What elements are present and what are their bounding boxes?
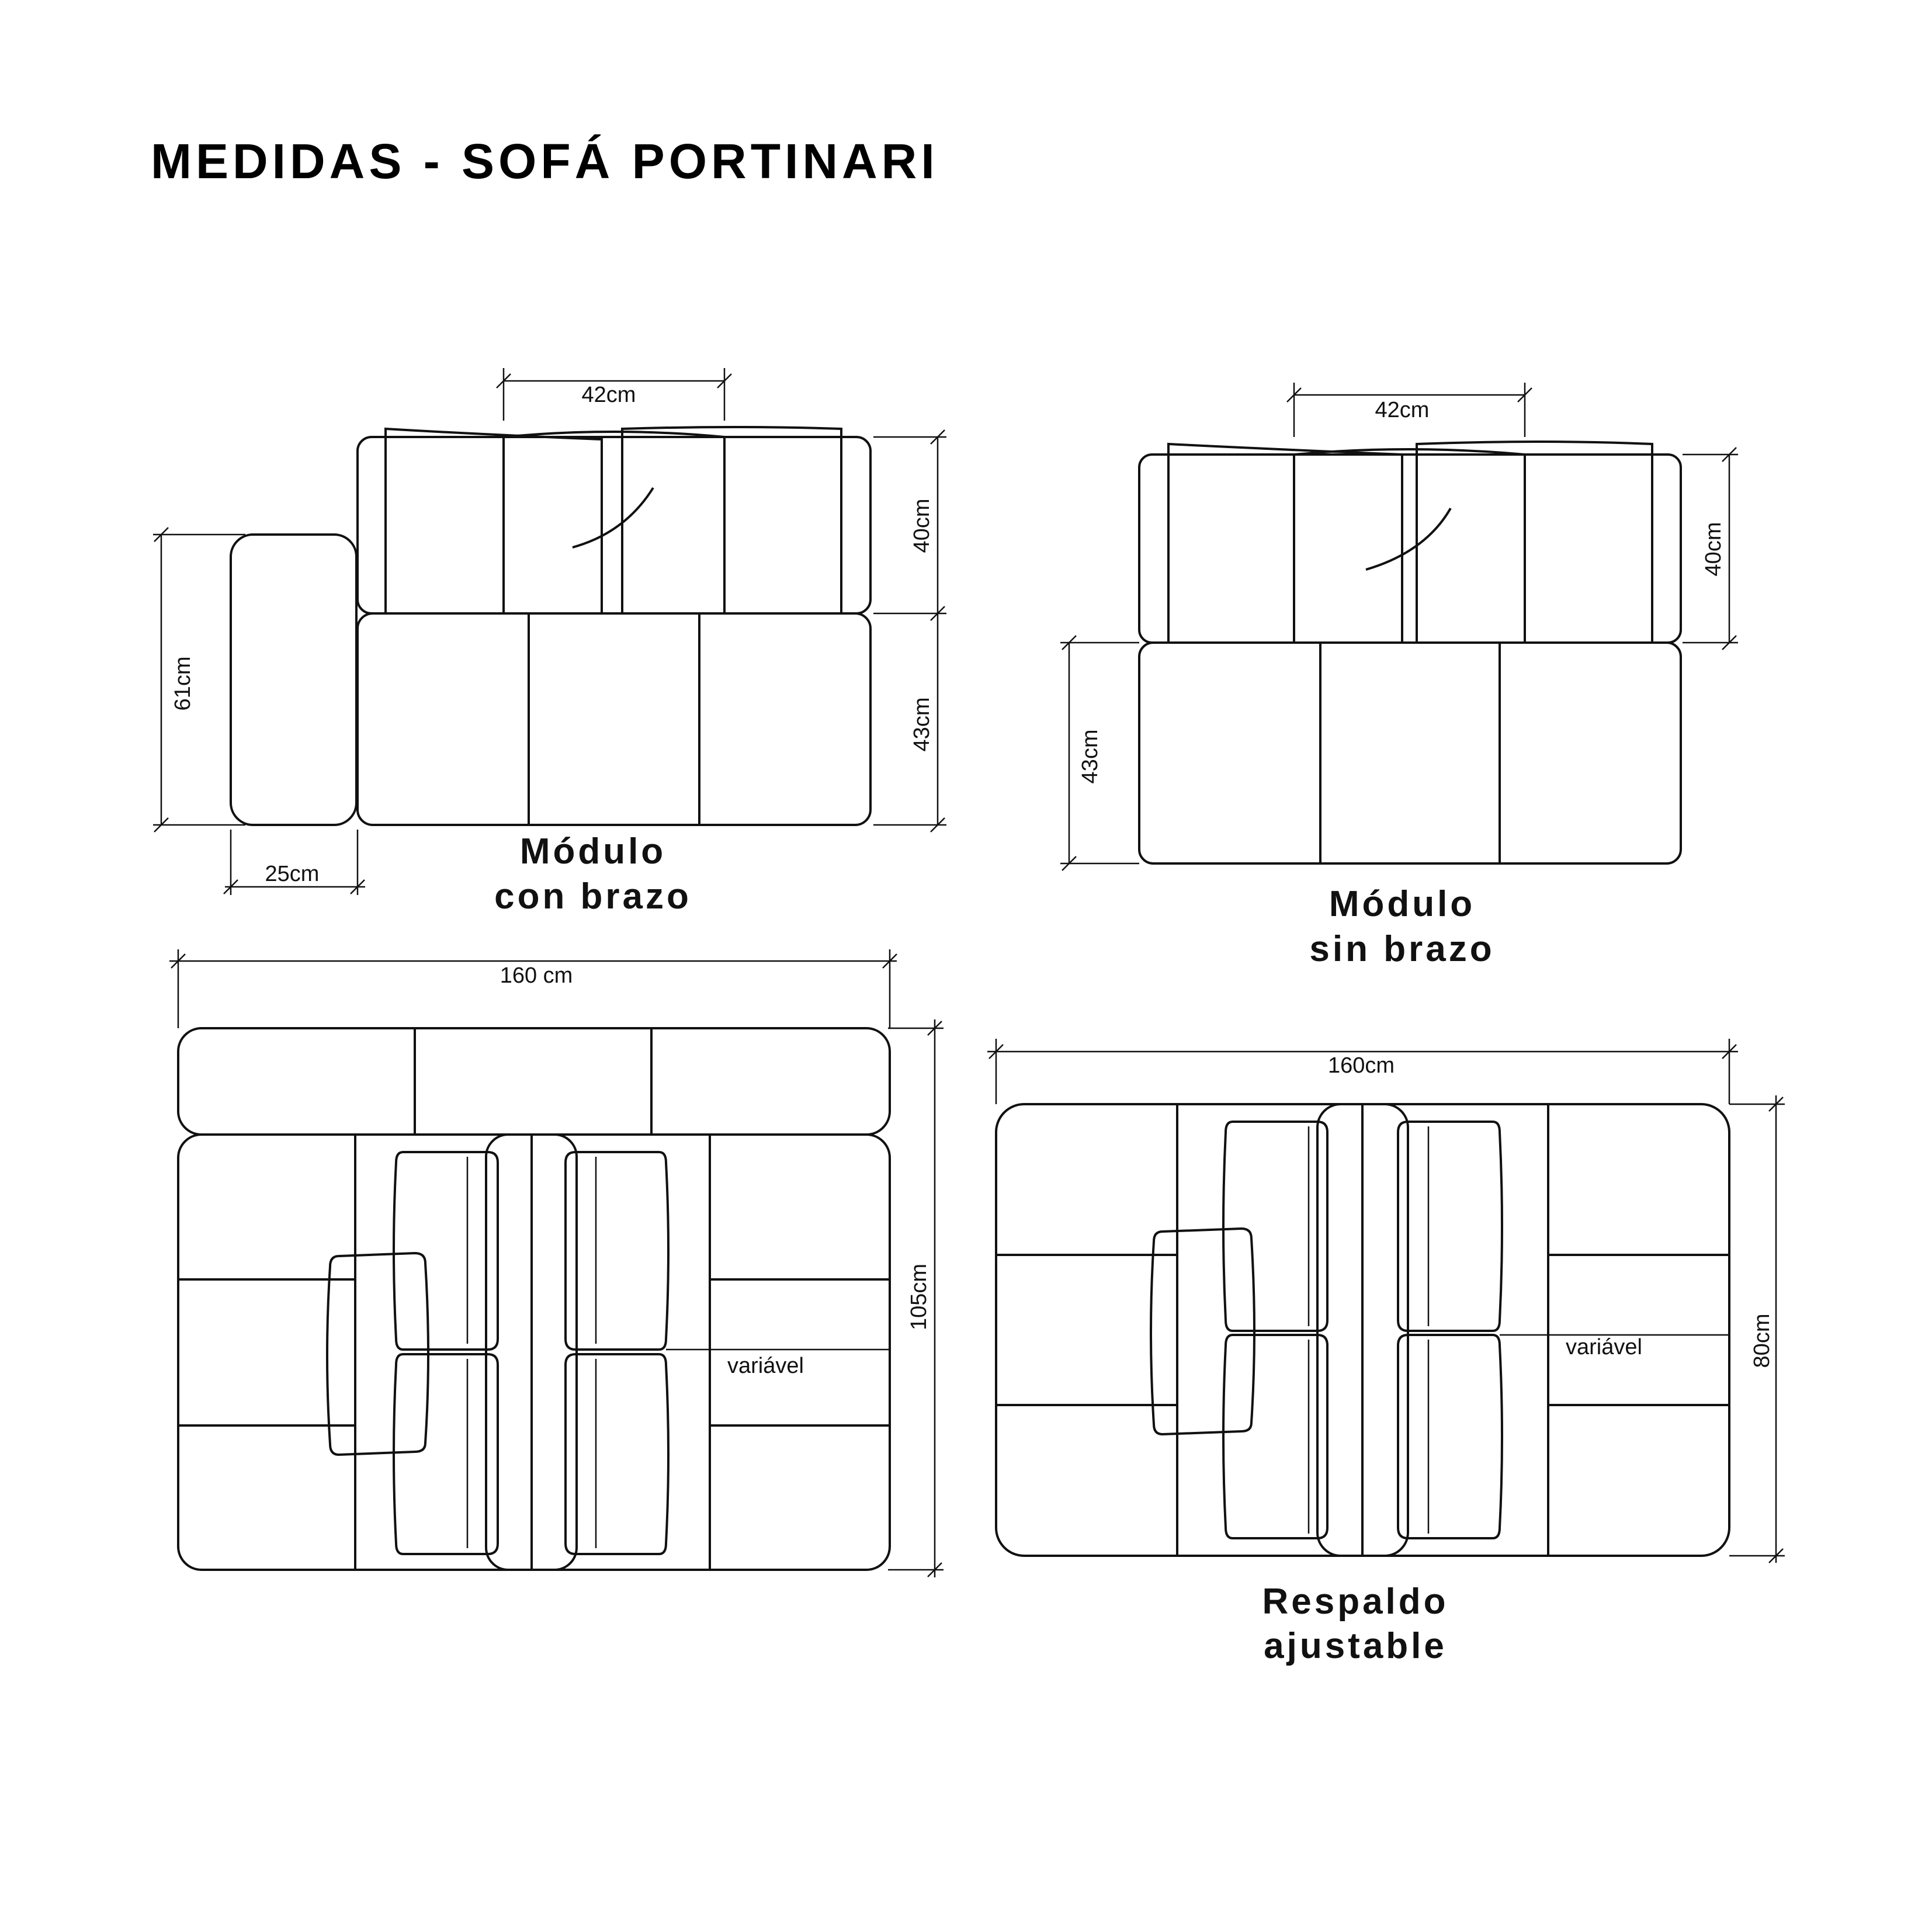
variable-label: variável (1566, 1335, 1642, 1359)
backrest-depth-label: 40cm (910, 498, 934, 553)
back-cushion-right (622, 427, 841, 613)
sofa-body (178, 1135, 890, 1570)
dimension-backrest-depth (1683, 448, 1738, 650)
backrest-depth-label: 40cm (1701, 522, 1726, 577)
variable-label: variável (727, 1354, 804, 1378)
adjustable-backrest-top-view (987, 1039, 1785, 1666)
back-cushion (1398, 1122, 1502, 1331)
page-title: MEDIDAS - SOFÁ PORTINARI (151, 134, 939, 189)
back-cushion (1398, 1335, 1502, 1538)
total-depth-label: 105cm (907, 1263, 931, 1331)
backrest-base (1139, 455, 1681, 643)
dimension-seat-depth (1060, 636, 1139, 870)
dimension-total-width (987, 1039, 1738, 1104)
seat-depth-label: 43cm (910, 697, 934, 752)
back-cushion-center (1294, 449, 1525, 643)
back-cushion (566, 1354, 668, 1554)
dimension-total-depth (888, 1019, 944, 1577)
back-cushion (566, 1152, 668, 1350)
back-cushion (1223, 1122, 1327, 1331)
caption-adjustable-line1: Respaldo (1262, 1581, 1449, 1622)
back-cushion (394, 1354, 498, 1554)
back-cushion-center (504, 432, 724, 613)
total-width-label: 160cm (1327, 1053, 1395, 1078)
caption-with-arm-line2: con brazo (494, 876, 692, 917)
arm-height-label: 61cm (171, 656, 195, 711)
caption-without-arm-line2: sin brazo (1309, 929, 1495, 969)
caption-adjustable-line2: ajustable (1264, 1626, 1447, 1666)
back-cushion-left (386, 429, 602, 613)
dimension-seat-depth (873, 613, 946, 832)
back-cushion-right (1417, 442, 1652, 643)
seat-depth-label: 43cm (1078, 729, 1102, 784)
seat-base (1139, 643, 1681, 863)
total-width-label: 160 cm (500, 963, 573, 988)
dimension-total-depth (1729, 1095, 1785, 1563)
caption-without-arm-line1: Módulo (1329, 884, 1476, 924)
arm-width-label: 25cm (265, 862, 320, 886)
cushion-fold-mark (573, 488, 653, 547)
sofa-with-arms-top-view (169, 949, 944, 1577)
dimension-cushion-width (497, 368, 731, 421)
backrest-base (358, 437, 870, 613)
cushion-width-label: 42cm (1375, 398, 1430, 422)
dimension-backrest-depth (873, 430, 946, 620)
front-arm-bar (178, 1028, 890, 1135)
cushion-fold-mark (1366, 508, 1451, 570)
cushion-width-label: 42cm (581, 383, 636, 407)
dimension-total-width (169, 949, 897, 1028)
back-cushion-left (1168, 444, 1402, 643)
back-cushion (1223, 1335, 1327, 1538)
module-without-arm (1060, 383, 1738, 969)
caption-with-arm-line1: Módulo (519, 831, 667, 872)
dimension-arm-width (224, 830, 365, 895)
dimension-cushion-width (1287, 383, 1532, 437)
total-depth-label: 80cm (1750, 1313, 1774, 1368)
module-with-arm (153, 368, 946, 917)
seat-base (358, 613, 870, 825)
back-cushion (394, 1152, 498, 1350)
armrest (231, 535, 356, 825)
